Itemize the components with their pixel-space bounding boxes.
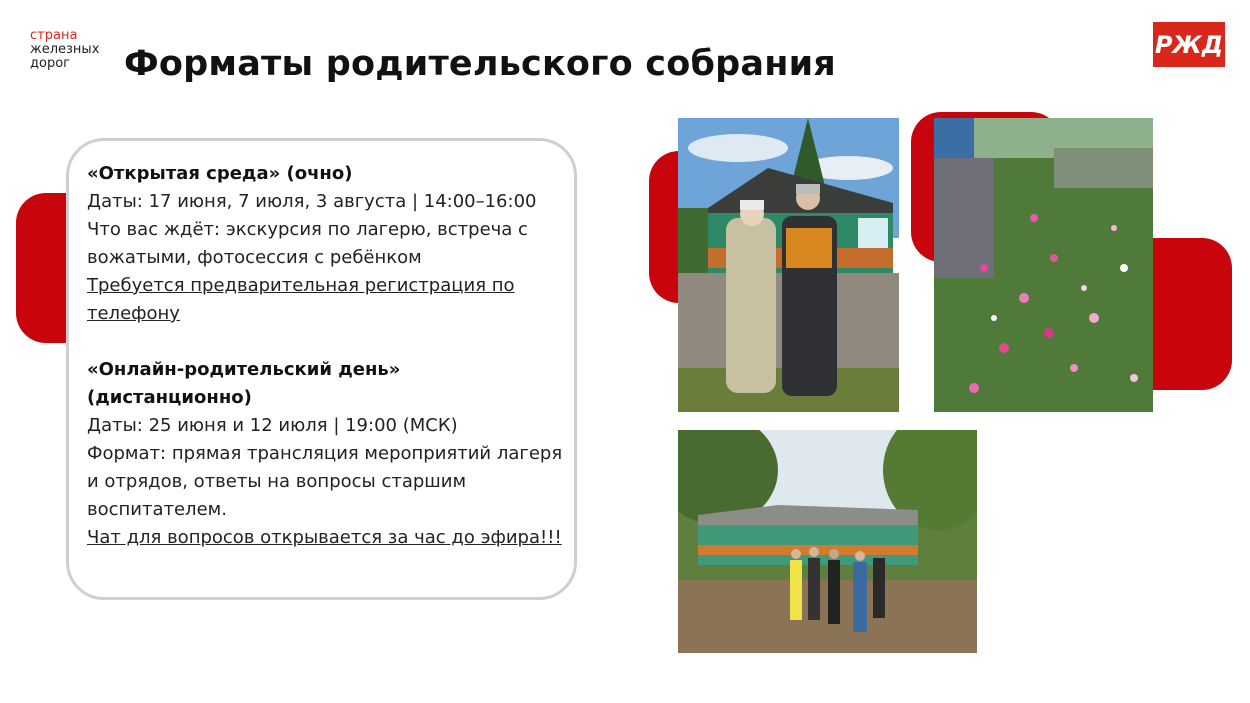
block-2-description: Формат: прямая трансляция мероприятий лагеря и отрядов, ответы на вопросы старшим воспитателем. (87, 443, 563, 520)
spacer (87, 328, 567, 356)
rzd-logo-text: РЖД (1154, 30, 1224, 59)
photo-flower-bed (934, 118, 1153, 412)
photo-firefighters (678, 118, 899, 412)
photo-group-walk (678, 430, 977, 653)
block-2-heading: «Онлайн-родительский день» (дистанционно) (87, 359, 401, 408)
page-title: Форматы родительского собрания (124, 44, 836, 84)
brand-line-1: страна (30, 28, 78, 43)
block-2-note: Чат для вопросов открывается за час до эфира!!! (87, 527, 562, 548)
block-1-description: Что вас ждёт: экскурсия по лагерю, встреча с вожатыми, фотосессия с ребёнком (87, 219, 528, 268)
brand-line-2: железных (30, 42, 100, 57)
rzd-logo (1153, 22, 1225, 67)
block-2-dates: Даты: 25 июня и 12 июля | 19:00 (МСК) (87, 415, 458, 436)
info-content (87, 160, 567, 552)
brand-wordmark (30, 29, 99, 71)
block-1-note: Требуется предварительная регистрация по телефону (87, 275, 515, 324)
brand-line-3: дорог (30, 56, 70, 71)
photo-red-tab-3 (1140, 238, 1232, 390)
block-1-heading: «Открытая среда» (очно) (87, 163, 353, 184)
block-1-dates: Даты: 17 июня, 7 июля, 3 августа | 14:00–16:00 (87, 191, 537, 212)
